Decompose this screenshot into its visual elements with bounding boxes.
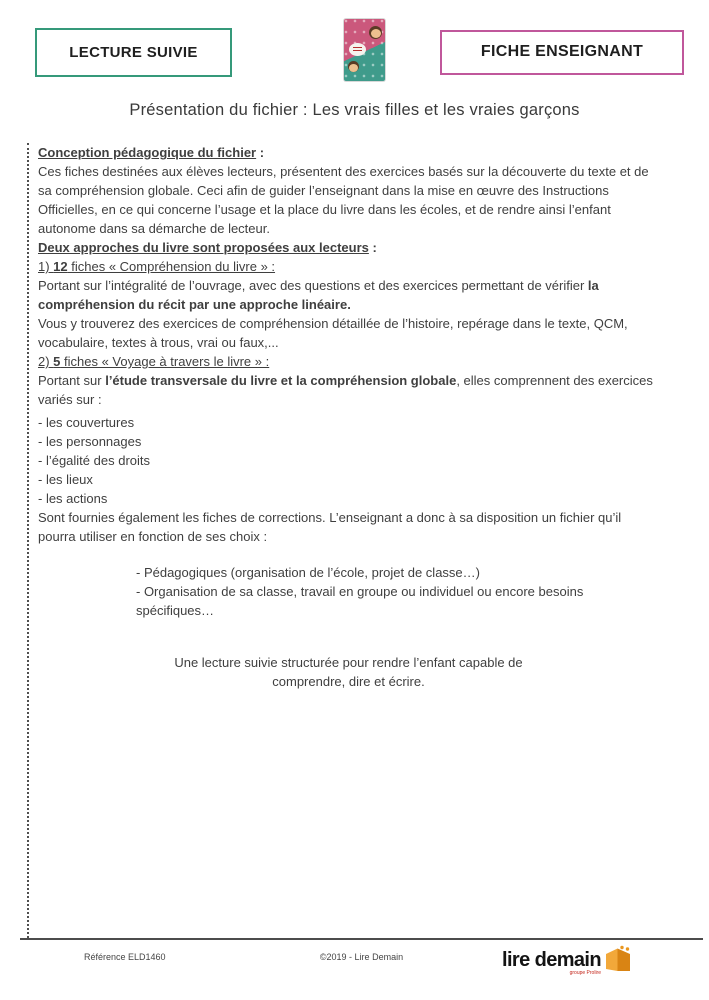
- fiche-enseignant-badge: [440, 30, 684, 75]
- voyage-para-prefix: Portant sur: [38, 373, 106, 388]
- conception-heading-colon: :: [256, 145, 265, 160]
- approaches-heading-colon: :: [368, 240, 377, 255]
- comprehension-prefix: 1): [38, 259, 54, 274]
- book-cover-thumbnail: [344, 19, 385, 81]
- girl-face-illustration: [348, 61, 359, 72]
- lecture-suivie-badge: [35, 28, 232, 77]
- page-title: Présentation du fichier : Les vrais filles et les vraies garçons: [129, 101, 580, 119]
- comprehension-paragraph: [38, 276, 659, 352]
- list-item: - l’égalité des droits: [38, 453, 150, 468]
- list-item: - Pédagogiques (organisation de l’école, projet de classe…): [136, 565, 480, 580]
- reference-label: Référence ELD1460: [84, 952, 166, 962]
- conception-heading-text: Conception pédagogique du fichier: [38, 145, 257, 160]
- logo-wordmark: lire demain: [502, 949, 601, 971]
- fiche-enseignant-label: FICHE ENSEIGNANT: [480, 43, 644, 60]
- closing-line-2: comprendre, dire et écrire.: [272, 674, 425, 689]
- cover-title-oval: [349, 43, 366, 56]
- list-item: - les couvertures: [38, 415, 135, 430]
- voyage-paragraph: [38, 371, 659, 409]
- page-footer: [20, 938, 703, 1000]
- corrections-paragraph: Sont fournies également les fiches de corrections. L’enseignant a donc à sa disposition un fichier qu’il pourra utiliser en fonction de ses choix :: [38, 510, 622, 544]
- comprehension-rest: fiches « Compréhension du livre » :: [67, 259, 276, 274]
- conception-heading: [38, 143, 659, 162]
- copyright-label: ©2019 - Lire Demain: [319, 952, 404, 962]
- comprehension-para-next: Vous y trouverez des exercices de compréhension détaillée de l’histoire, repérage dans le texte, QCM, vocabulaire, textes à trous, vrai ou faux,...: [38, 316, 628, 350]
- document-body: [27, 143, 669, 938]
- intro-paragraph: Ces fiches destinées aux élèves lecteurs, présentent des exercices basés sur la découverte du texte et de sa compréhension globale. Ceci afin de guider l’enseignant dans la mise en œuvre des Instructions Officielles, en ce qui concerne l’usage et la place du livre dans les écoles, et de rendre ainsi l’enfant autonome dans sa démarche de lecteur.: [38, 164, 649, 236]
- list-item: spécifiques…: [136, 603, 215, 618]
- list-item: - les lieux: [38, 472, 93, 487]
- list-item: - les actions: [38, 491, 108, 506]
- closing-statement: [38, 653, 659, 691]
- voyage-para-suffix: , elles comprennent des exercices variés sur :: [38, 373, 653, 407]
- voyage-topics-list: [38, 413, 659, 508]
- comprehension-para-bold: la compréhension du récit par une approche linéaire.: [38, 278, 599, 312]
- voyage-heading: [38, 352, 659, 371]
- voyage-prefix: 2): [38, 354, 54, 369]
- approaches-heading: [38, 238, 659, 257]
- choices-list: [136, 563, 659, 620]
- closing-line-1: Une lecture suivie structurée pour rendre l’enfant capable de: [174, 655, 523, 670]
- list-item: - les personnages: [38, 434, 142, 449]
- logo-tagline: groupe Prolire: [569, 970, 601, 976]
- boy-face-illustration: [369, 26, 382, 39]
- lecture-suivie-label: LECTURE SUIVIE: [69, 43, 198, 61]
- list-item: - Organisation de sa classe, travail en groupe ou individuel ou encore besoins: [136, 584, 584, 599]
- approaches-heading-text: Deux approches du livre sont proposées aux lecteurs: [38, 240, 369, 255]
- lire-demain-logo: [502, 944, 633, 976]
- comprehension-heading: [38, 257, 659, 276]
- comprehension-count: 12: [53, 259, 68, 274]
- voyage-para-bold: l’étude transversale du livre et la compréhension globale: [105, 373, 457, 388]
- comprehension-para-normal: Portant sur l’intégralité de l’ouvrage, avec des questions et des exercices permettant de vérifier: [38, 278, 588, 293]
- voyage-rest: fiches « Voyage à travers le livre » :: [60, 354, 270, 369]
- open-book-icon: [603, 944, 633, 974]
- voyage-count: 5: [53, 354, 61, 369]
